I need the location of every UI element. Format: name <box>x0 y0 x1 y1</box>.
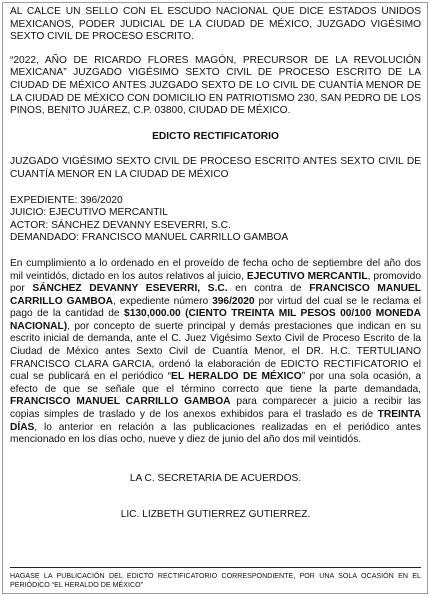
body-text: , promovido por <box>10 270 421 295</box>
signature-name: LIC. LIZBETH GUTIERREZ GUTIERREZ. <box>120 509 311 521</box>
signature-role: LA C. SECRETARIA DE ACUERDOS. <box>129 472 302 484</box>
body-text: en contra de <box>227 283 310 295</box>
body-text: , lo anterior en relación a las publicaciones realizadas en el periódico antes mencionado en los días ocho, nueve y diez de junio del año dos mil veintidós. <box>10 421 421 446</box>
edict-body <box>10 258 421 447</box>
body-emphasis: TREINTA DÍAS <box>10 409 421 433</box>
body-emphasis: 396/2020 <box>212 295 255 307</box>
body-text: , por concepto de suerte principal y demás prestaciones que indican en su escrito inicial de demanda, ante el C. Juez Vigésimo Sexto Civil de Proceso Escrito de la Ciudad de México antes Sexto Civil de Cuantía Menor, el DR. H.C. TERTULIANO FRANCISCO CLARA GARCIA, ordenó la elaboración de EDICTO RECTIFICATORIO el cual se publicará en el periódico “ <box>10 320 421 383</box>
body-emphasis: FRANCISCO MANUEL CARRILLO GAMBOA <box>10 283 421 307</box>
case-demandado: DEMANDADO: FRANCISCO MANUEL CARRILLO GAMBOA <box>10 232 289 244</box>
case-actor: ACTOR: SÁNCHEZ DEVANNY ESEVERRI, S.C. <box>10 219 231 231</box>
publication-footer: HAGASE LA PUBLICACIÓN DEL EDICTO RECTIFICATORIO CORRESPONDIENTE, POR UNA SOLA OCASIÓN EN EL PERIÓDICO “EL HERALDO DE MÉXICO” <box>10 572 421 589</box>
body-text: para comparecer a juicio a recibir las copias simples de traslado y de los anexos exhibidos para el traslado es de <box>10 396 421 421</box>
body-emphasis: EL HERALDO DE MÉXICO <box>171 371 302 383</box>
footer-divider <box>10 567 421 568</box>
court-header: “2022, AÑO DE RICARDO FLORES MAGÓN, PRECURSOR DE LA REVOLUCIÓN MEXICANA” JUZGADO VIGÉSIMO SEXTO CIVIL DE PROCESO ESCRITO DE LA CIUDAD DE MÉXICO ANTES JUZGADO SEXTO DE LO CIVIL DE CUANTÍA MENOR DE LA CIUDAD DE MÉXICO CON DOMICILIO EN PATRIOTISMO 230, SAN PEDRO DE LOS PINOS, BENITO JUÁREZ, C.P. 03800, CIUDAD DE MÉXICO. <box>10 54 421 117</box>
body-text: por virtud del cual se le reclama el pago de la cantidad de <box>10 295 421 320</box>
body-text: En cumplimiento a lo ordenado en el proveído de fecha ocho de septiembre del año dos mil veintidós, dictado en los autos relativos al juicio, <box>10 257 421 282</box>
body-text: , expediente número <box>113 295 213 307</box>
body-emphasis: FRANCISCO MANUEL CARRILLO GAMBOA <box>10 396 231 408</box>
case-expediente: EXPEDIENTE: 396/2020 <box>10 194 123 206</box>
body-emphasis: $130,000.00 (CIENTO TREINTA MIL PESOS 00/100 MONEDA NACIONAL) <box>10 308 421 332</box>
body-emphasis: EJECUTIVO MERCANTIL <box>246 270 368 282</box>
edict-title: EDICTO RECTIFICATORIO <box>152 130 279 142</box>
court-name: JUZGADO VIGÉSIMO SEXTO CIVIL DE PROCESO ESCRITO ANTES SEXTO CIVIL DE CUANTÍA MENOR EN LA CIUDAD DE MÉXICO <box>10 156 421 180</box>
seal-intro: AL CALCE UN SELLO CON EL ESCUDO NACIONAL QUE DICE ESTADOS UNIDOS MEXICANOS, PODER JUDICIAL DE LA CIUDAD DE MÉXICO, JUZGADO VIGÉSIMO SEXTO CIVIL DE PROCESO ESCRITO. <box>10 6 421 43</box>
body-text: ” por una sola ocasión, a efecto de que se señale que el término correcto que tiene la parte demandada, <box>10 371 421 395</box>
body-emphasis: SÁNCHEZ DEVANNY ESEVERRI, S.C. <box>32 283 228 295</box>
case-juicio: JUICIO: EJECUTIVO MERCANTIL <box>10 207 168 219</box>
